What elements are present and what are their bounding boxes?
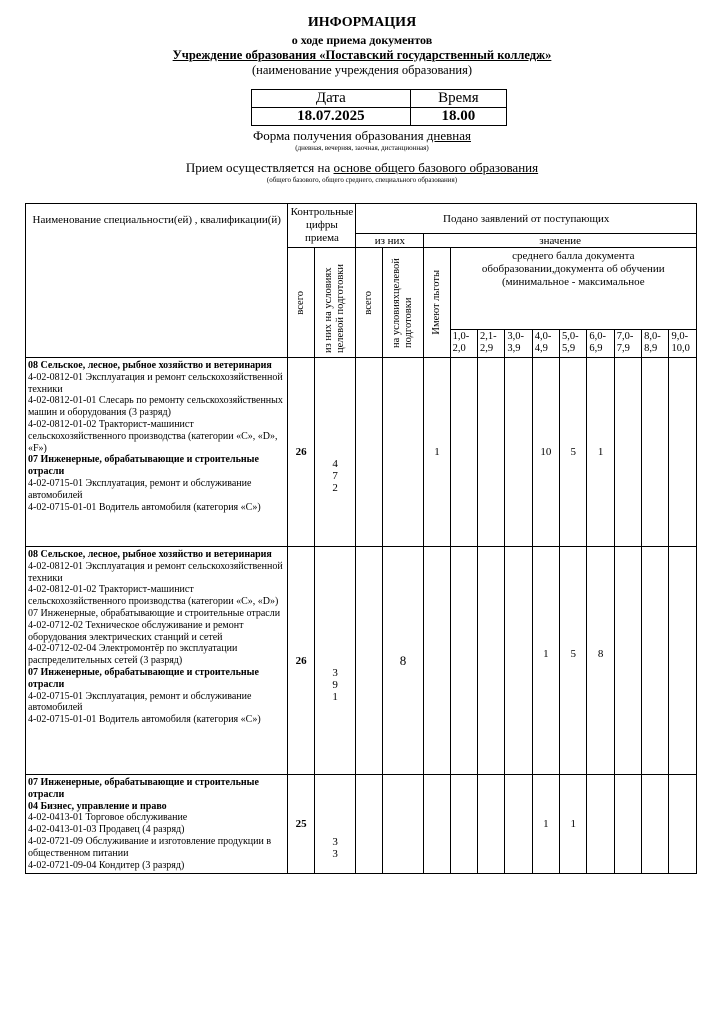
- specialty-line: 4-02-0413-01 Торговое обслуживание: [28, 812, 188, 824]
- date-label: Дата: [252, 90, 411, 108]
- range-count: [669, 775, 697, 874]
- header-sub-targeted: [382, 248, 424, 358]
- targeted-value: 4: [332, 458, 338, 470]
- range-count: 1: [532, 775, 559, 874]
- specialty-line: 08 Сельское, лесное, рыбное хозяйство и ветеринария: [28, 360, 272, 371]
- range-cell: 6,0-6,9: [587, 330, 614, 358]
- specialty-line: 4-02-0721-09-04 Кондитер (3 разряд): [28, 859, 185, 871]
- range-count: 5: [560, 547, 587, 775]
- table-row: [26, 775, 697, 874]
- targeted-value: 2: [332, 482, 338, 494]
- admission-basis: [0, 160, 724, 176]
- specialty-cell: [26, 358, 288, 547]
- table-row: [26, 358, 697, 547]
- range-count: [477, 775, 504, 874]
- range-cell: 5,0-5,9: [560, 330, 587, 358]
- submitted-total: [356, 358, 382, 547]
- education-form-label: Форма получения образования: [253, 128, 424, 143]
- specialty-line: 04 Бизнес, управление и право: [28, 800, 167, 812]
- date-value: 18.07.2025: [252, 108, 411, 126]
- doc-title: ИНФОРМАЦИЯ: [307, 15, 417, 30]
- header-sub-targeted-text: на условияхцелевой подготовки: [390, 257, 414, 348]
- range-count: [450, 547, 477, 775]
- date-time-table: [251, 89, 507, 126]
- range-count: 8: [587, 547, 614, 775]
- range-count: 1: [560, 775, 587, 874]
- submitted-targeted: [382, 358, 424, 547]
- education-form-caption: (дневная, вечерняя, заочная, дистанционная): [295, 144, 429, 152]
- range-count: [669, 358, 697, 547]
- header-total-text: всего: [295, 290, 307, 315]
- range-cell: 9,0-10,0: [669, 330, 697, 358]
- range-count: [505, 547, 532, 775]
- range-cell: 7,0-7,9: [614, 330, 641, 358]
- targeted-value: 3: [332, 836, 338, 848]
- header-value: значение: [424, 234, 697, 248]
- range-count: [614, 775, 641, 874]
- range-cell: 1,0-2,0: [450, 330, 477, 358]
- header-sub-total: [356, 248, 382, 358]
- time-label: Время: [410, 90, 506, 108]
- admission-basis-caption: (общего базового, общего среднего, специального образования): [266, 176, 458, 184]
- header-specialty: Наименование специальности(ей) , квалификации(й): [26, 204, 288, 358]
- doc-subtitle: о ходе приема документов: [291, 33, 433, 47]
- specialty-line: 4-02-0715-01 Эксплуатация, ремонт и обслуживание автомобилей: [28, 690, 252, 714]
- header-control-figures: Контрольные цифры приема: [288, 204, 356, 248]
- range-cell: 2,1-2,9: [477, 330, 504, 358]
- range-cell: 8,0-8,9: [642, 330, 669, 358]
- specialty-line: 4-02-0812-01 Эксплуатация и ремонт сельскохозяйственной техники: [28, 371, 283, 395]
- admission-basis-label: Прием осуществляется на: [185, 160, 331, 175]
- range-count: [450, 775, 477, 874]
- education-form: [0, 128, 724, 144]
- header-total: [288, 248, 314, 358]
- range-count: [450, 358, 477, 547]
- specialty-line: 4-02-0413-01-03 Продавец (4 разряд): [28, 824, 185, 836]
- targeted-value: 3: [332, 666, 338, 679]
- benefits-count: 1: [424, 358, 450, 547]
- submitted-targeted: [382, 775, 424, 874]
- header-targeted-text: из них на условиях целевой подготовки: [323, 263, 347, 353]
- targeted-value: 1: [332, 690, 338, 703]
- control-targeted: [314, 775, 356, 874]
- range-count: 1: [532, 547, 559, 775]
- specialty-line: 07 Инженерные, обрабатывающие и строительные отрасли: [28, 607, 281, 619]
- range-count: [505, 775, 532, 874]
- range-count: [587, 775, 614, 874]
- header-benefits-text: Имеют льготы: [430, 270, 442, 335]
- specialty-cell: [26, 547, 288, 775]
- control-targeted: [314, 358, 356, 547]
- range-cell: 3,0-3,9: [505, 330, 532, 358]
- education-form-value: дневная: [426, 128, 471, 143]
- specialty-line: 4-02-0715-01 Эксплуатация, ремонт и обслуживание автомобилей: [28, 477, 252, 501]
- specialty-line: 4-02-0721-09 Обслуживание и изготовление продукции в общественном питании: [28, 835, 272, 859]
- header-of-them: из них: [356, 234, 424, 248]
- header-targeted: [314, 248, 356, 358]
- specialty-line: 4-02-0715-01-01 Водитель автомобиля (категория «C»): [28, 714, 261, 726]
- range-count: [642, 775, 669, 874]
- benefits-count: [424, 775, 450, 874]
- targeted-value: 3: [332, 848, 338, 860]
- range-count: [642, 547, 669, 775]
- header-benefits: [424, 248, 450, 358]
- specialty-line: 4-02-0812-01-01 Слесарь по ремонту сельскохозяйственных машин и оборудования (3 разряд): [28, 395, 283, 419]
- specialty-line: 4-02-0812-01 Эксплуатация и ремонт сельскохозяйственной техники: [28, 560, 283, 584]
- header-average-score: среднего балла документа обобразовании,документа об обучении (минимальное - максимальное: [450, 248, 696, 330]
- range-count: [669, 547, 697, 775]
- range-count: 5: [560, 358, 587, 547]
- specialty-line: 4-02-0812-01-02 Тракторист-машинист сельскохозяйственного производства (категории «C», «D»): [28, 584, 279, 608]
- header-sub-total-text: всего: [363, 290, 375, 315]
- specialty-line: 07 Инженерные, обрабатывающие и строительные отрасли: [28, 666, 259, 690]
- specialty-cell: [26, 775, 288, 874]
- admission-table: [25, 203, 697, 874]
- benefits-count: [424, 547, 450, 775]
- control-total: 26: [288, 547, 314, 775]
- range-count: [477, 547, 504, 775]
- table-row: [26, 547, 697, 775]
- specialty-line: 07 Инженерные, обрабатывающие и строительные отрасли: [28, 777, 259, 800]
- targeted-value: 7: [332, 470, 338, 482]
- specialty-line: 07 Инженерные, обрабатывающие и строительные отрасли: [28, 454, 259, 478]
- specialty-line: 08 Сельское, лесное, рыбное хозяйство и ветеринария: [28, 549, 272, 560]
- range-count: [642, 358, 669, 547]
- range-count: 1: [587, 358, 614, 547]
- submitted-total: [356, 547, 382, 775]
- specialty-line: 4-02-0812-01-02 Тракторист-машинист сельскохозяйственного производства (категории «C», «D», «F»): [28, 418, 278, 454]
- range-count: [477, 358, 504, 547]
- range-count: [614, 358, 641, 547]
- admission-basis-value: основе общего базового образования: [333, 160, 539, 175]
- control-targeted: [314, 547, 356, 775]
- institution-name: Учреждение образования «Поставский государственный колледж»: [172, 48, 552, 62]
- specialty-line: 4-02-0712-02-04 Электромонтёр по эксплуатации распределительных сетей (3 разряд): [28, 643, 238, 667]
- range-count: [614, 547, 641, 775]
- institution-caption: (наименование учреждения образования): [251, 63, 473, 77]
- control-total: 25: [288, 775, 314, 874]
- range-count: 10: [532, 358, 559, 547]
- specialty-line: 4-02-0712-02 Техническое обслуживание и ремонт оборудования электрических станций и сетей: [28, 619, 244, 643]
- header-submitted: Подано заявлений от поступающих: [356, 204, 697, 234]
- range-count: [505, 358, 532, 547]
- time-value: 18.00: [410, 108, 506, 126]
- control-total: 26: [288, 358, 314, 547]
- submitted-total: [356, 775, 382, 874]
- targeted-value: 9: [332, 678, 338, 691]
- range-cell: 4,0-4,9: [532, 330, 559, 358]
- submitted-targeted: 8: [382, 547, 424, 775]
- specialty-line: 4-02-0715-01-01 Водитель автомобиля (категория «C»): [28, 501, 261, 513]
